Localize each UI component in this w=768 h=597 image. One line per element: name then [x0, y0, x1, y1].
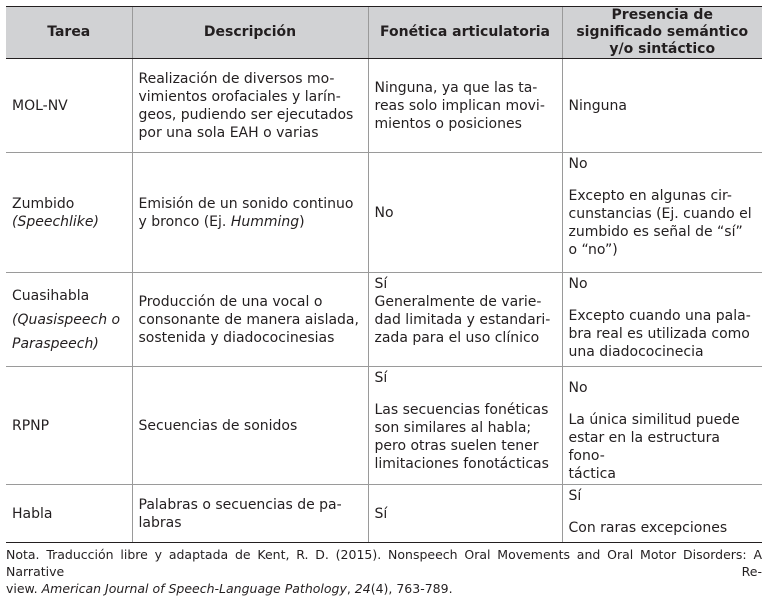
- task-name: Cuasihabla: [12, 287, 90, 304]
- note-line: Nota. Traducción libre y adaptada de Kent, R. D. (2015). Nonspeech Oral Movements and Oral Motor Disorders: A Narrative Re-: [6, 547, 762, 579]
- description-line: Emisión de un sonido continuo: [138, 195, 354, 212]
- header-descripcion: Descripción: [132, 7, 368, 59]
- task-alt-name: Paraspeech): [12, 335, 99, 352]
- meaning-line: cunstancias (Ej. cuando el: [568, 206, 752, 222]
- meaning-cell: [562, 59, 762, 153]
- table-row: [6, 59, 762, 153]
- task-cell: [6, 59, 132, 153]
- header-tarea: Tarea: [6, 7, 132, 59]
- task-cell: [6, 367, 132, 485]
- description-line: consonante de manera aislada,: [138, 311, 359, 328]
- phonetics-line: limitaciones fonotácticas: [374, 456, 549, 472]
- note-text: ,: [346, 581, 355, 596]
- phonetics-line: zada para el uso clínico: [374, 330, 540, 346]
- header-row: [6, 7, 762, 59]
- task-cell: [6, 273, 132, 367]
- meaning-cell: [562, 485, 762, 543]
- meaning-line: bra real es utilizada como: [568, 326, 750, 342]
- note-line: [6, 581, 453, 596]
- table-note: [6, 546, 762, 597]
- table-row: [6, 273, 762, 367]
- task-name: MOL-NV: [12, 97, 68, 114]
- meaning-head: No: [568, 156, 588, 172]
- note-text: (4), 763-789.: [370, 581, 453, 596]
- note-journal: American Journal of Speech-Language Pathology: [41, 581, 347, 596]
- table-row: [6, 485, 762, 543]
- meaning-line: o “no”): [568, 242, 618, 258]
- meaning-line: una diadococinecia: [568, 344, 704, 360]
- task-alt-name: (Speechlike): [12, 213, 99, 230]
- description-text: ): [299, 213, 305, 230]
- meaning-line: Con raras excepciones: [568, 520, 728, 536]
- description-cell: [132, 485, 368, 543]
- phonetics-head: Sí: [374, 276, 388, 292]
- phonetics-cell: [368, 367, 562, 485]
- task-cell: [6, 485, 132, 543]
- description-text: y bronco (Ej.: [138, 213, 231, 230]
- phonetics-line: Generalmente de varie-: [374, 294, 542, 310]
- phonetics-line: Ninguna, ya que las ta-: [374, 79, 538, 96]
- description-line: vimientos orofaciales y larín-: [138, 88, 341, 105]
- header-significado: Presencia de significado semántico y/o sintáctico: [562, 7, 762, 59]
- description-cell: [132, 367, 368, 485]
- phonetics-line: pero otras suelen tener: [374, 438, 539, 454]
- description-cell: [132, 59, 368, 153]
- description-line: sostenida y diadococinesias: [138, 329, 335, 346]
- meaning-cell: [562, 273, 762, 367]
- task-alt-name: (Quasispeech o: [12, 311, 121, 328]
- document: [6, 6, 762, 597]
- meaning-line: Excepto cuando una pala-: [568, 308, 751, 324]
- comparison-table: [6, 6, 762, 543]
- description-line: Realización de diversos mo-: [138, 70, 335, 87]
- meaning-line: La única similitud puede: [568, 412, 740, 428]
- description-italic: Humming: [230, 213, 300, 230]
- phonetics-line: dad limitada y estandari-: [374, 312, 551, 328]
- task-name: Zumbido: [12, 195, 75, 212]
- task-cell: [6, 153, 132, 273]
- description-line: por una sola EAH o varias: [138, 124, 319, 141]
- description-line: Palabras o secuencias de pa-: [138, 496, 342, 513]
- meaning-cell: [562, 153, 762, 273]
- description-line: geos, pudiendo ser ejecutados: [138, 106, 354, 123]
- meaning-line: zumbido es señal de “sí”: [568, 224, 743, 240]
- note-text: view.: [6, 581, 42, 596]
- meaning-head: Sí: [568, 488, 582, 504]
- description-line: Producción de una vocal o: [138, 293, 323, 310]
- description-line: [139, 213, 362, 231]
- description-line: labras: [138, 514, 182, 531]
- phonetics-cell: [368, 273, 562, 367]
- phonetics-cell: [368, 59, 562, 153]
- description-line: Secuencias de sonidos: [138, 417, 298, 434]
- task-name: RPNP: [12, 417, 50, 434]
- phonetics-cell: [368, 153, 562, 273]
- note-volume: 24: [354, 581, 371, 596]
- header-fonetica: Fonética articulatoria: [368, 7, 562, 59]
- phonetics-line: mientos o posiciones: [374, 115, 522, 132]
- meaning-line: Excepto en algunas cir-: [568, 188, 732, 204]
- table-row: [6, 367, 762, 485]
- description-cell: [132, 273, 368, 367]
- phonetics-line: son similares al habla;: [374, 420, 532, 436]
- meaning-cell: [562, 367, 762, 485]
- description-cell: [132, 153, 368, 273]
- phonetics-line: Las secuencias fonéticas: [374, 402, 549, 418]
- table-row: [6, 153, 762, 273]
- phonetics-line: reas solo implican movi-: [374, 97, 545, 114]
- phonetics-line: Sí: [374, 505, 388, 522]
- task-name: Habla: [12, 505, 53, 522]
- meaning-head: No: [568, 276, 588, 292]
- phonetics-cell: [368, 485, 562, 543]
- phonetics-head: Sí: [374, 370, 388, 386]
- meaning-line: táctica: [568, 466, 616, 482]
- meaning-line: estar en la estructura fono-: [568, 430, 720, 464]
- phonetics-line: No: [374, 204, 394, 221]
- meaning-head: No: [568, 380, 588, 396]
- meaning-line: Ninguna: [568, 97, 627, 114]
